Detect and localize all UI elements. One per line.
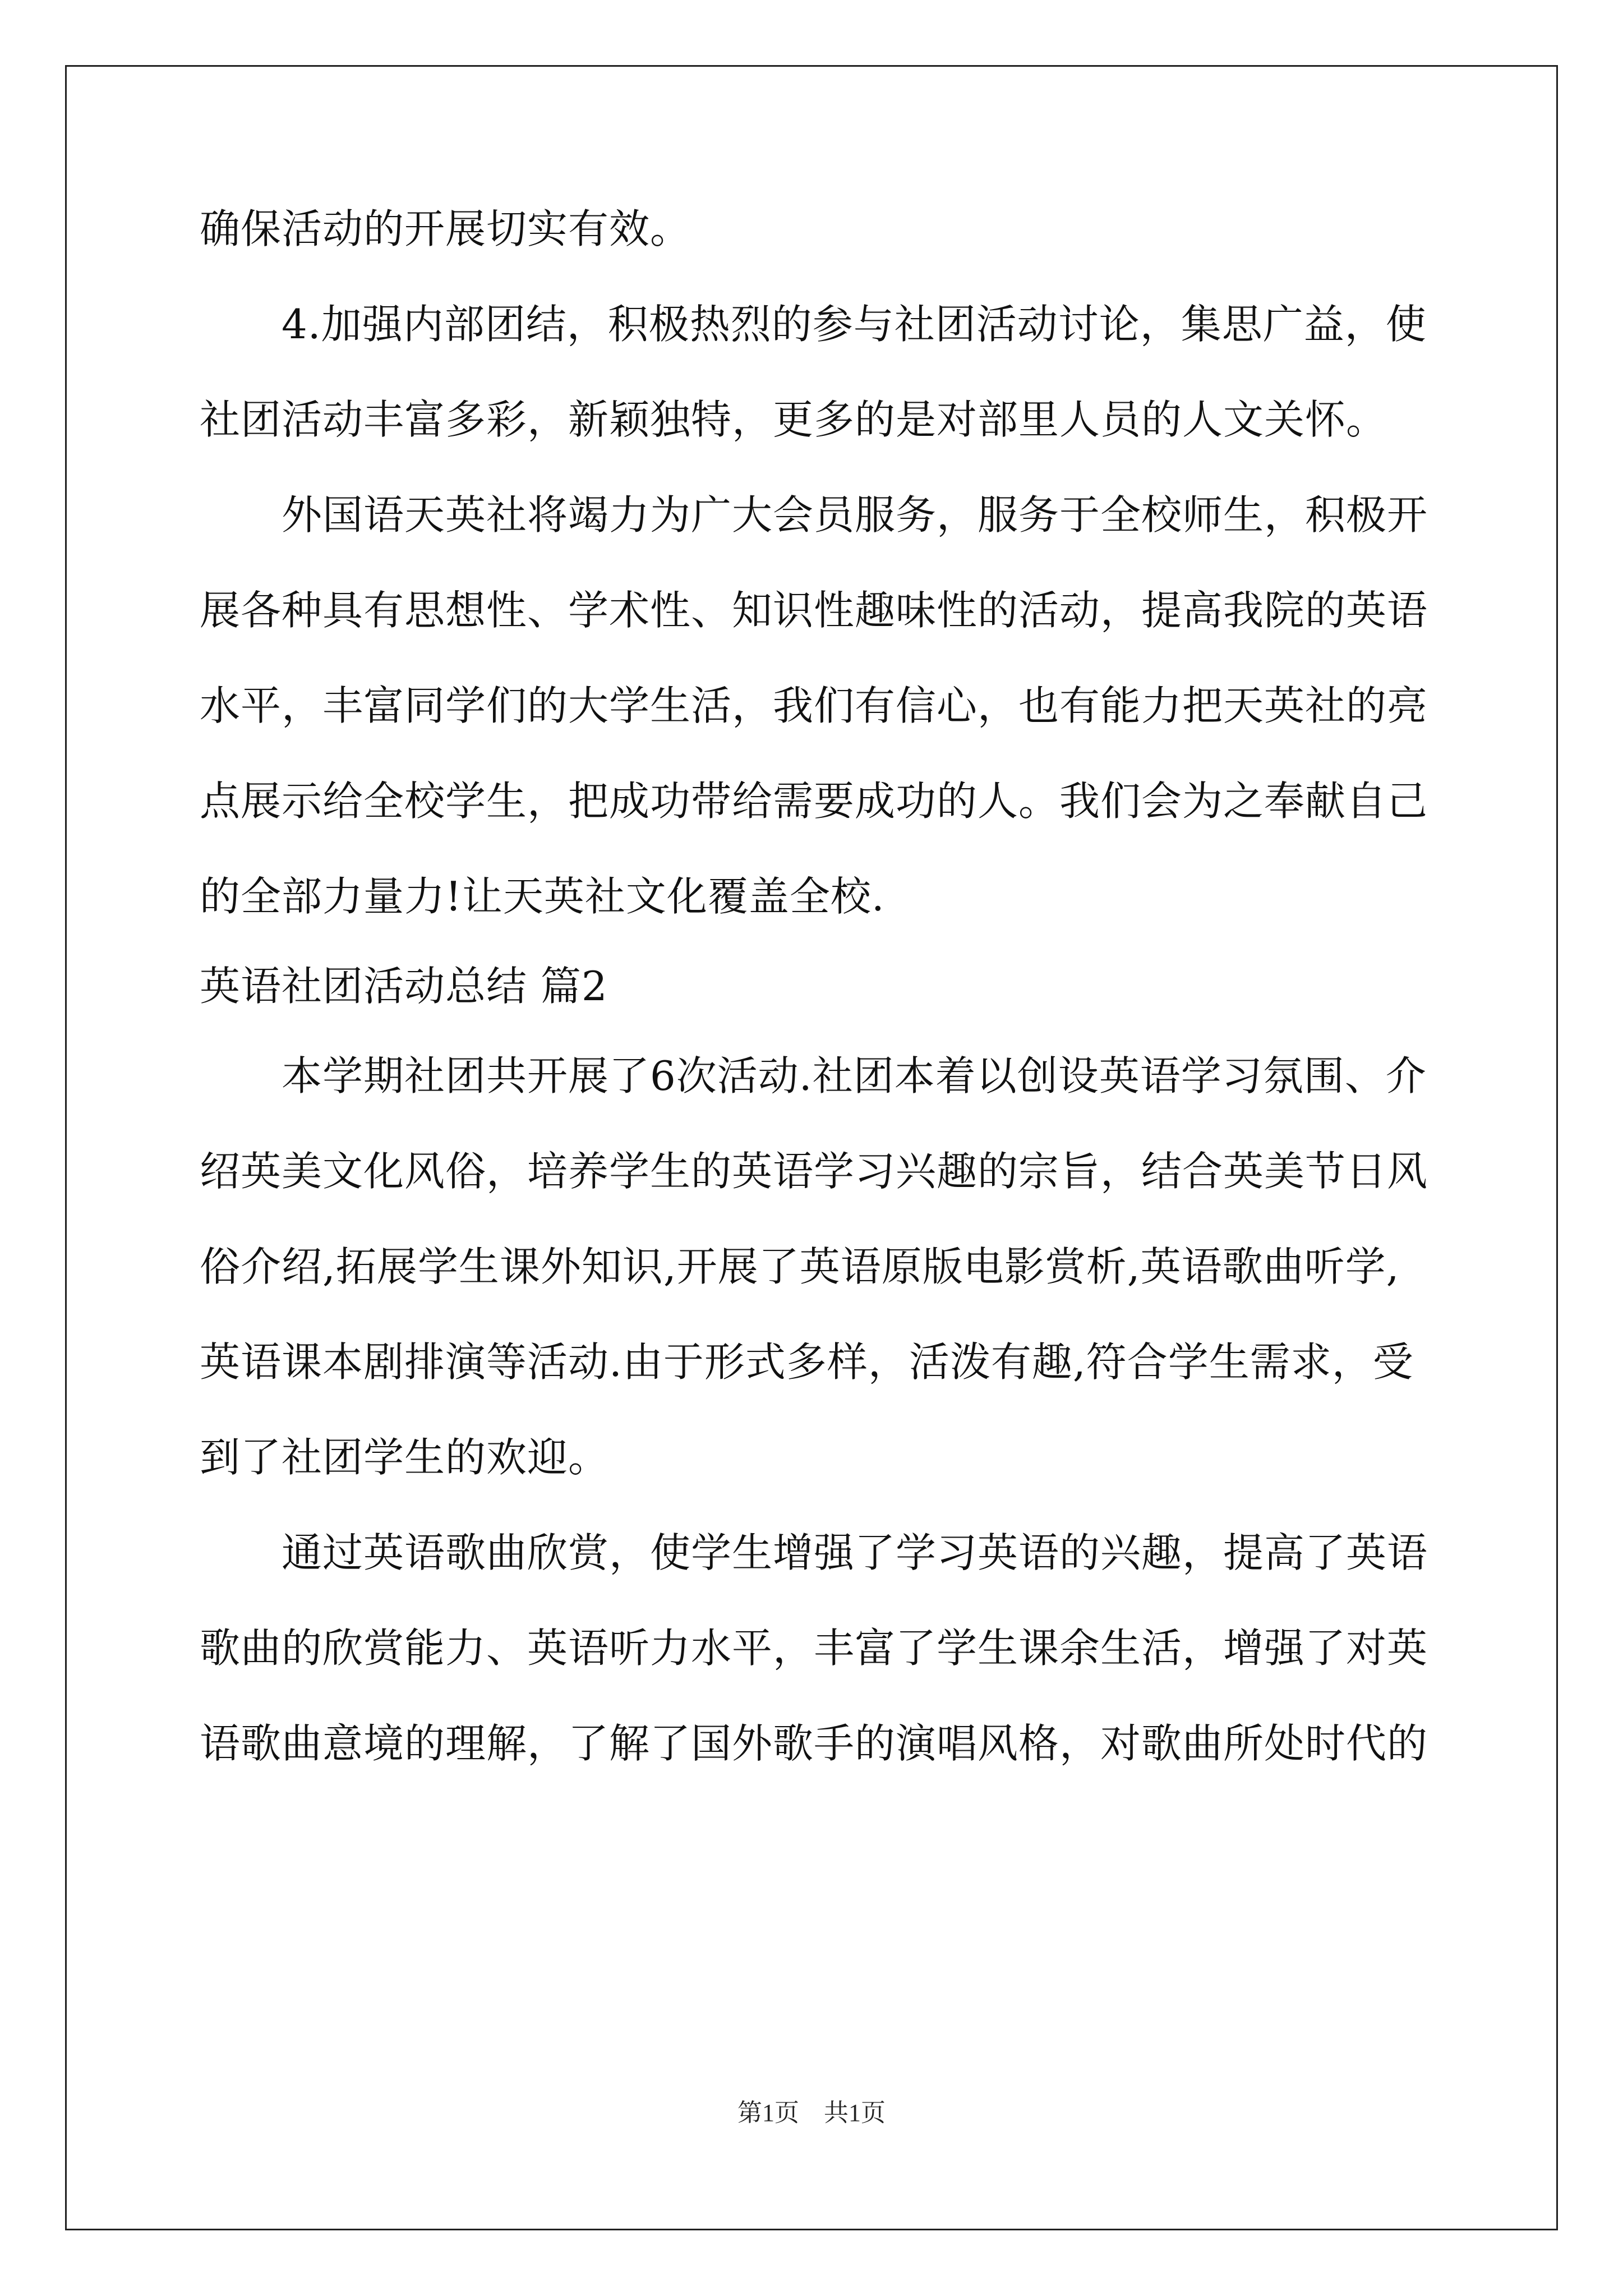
text-line: 绍英美文化风俗，培养学生的英语学习兴趣的宗旨，结合英美节日风: [200, 1148, 1428, 1195]
text-line: 语歌曲意境的理解，了解了国外歌手的演唱风格，对歌曲所处时代的: [200, 1720, 1428, 1767]
text-line: 确保活动的开展切实有效。: [200, 205, 691, 252]
text-line: 歌曲的欣赏能力、英语听力水平，丰富了学生课余生活，增强了对英: [200, 1625, 1428, 1672]
text-line: 社团活动丰富多彩，新颖独特，更多的是对部里人员的人文关怀。: [200, 396, 1387, 443]
text-line: 水平，丰富同学们的大学生活，我们有信心，也有能力把天英社的亮: [200, 682, 1428, 729]
text-line: 点展示给全校学生，把成功带给需要成功的人。我们会为之奉献自己: [200, 777, 1428, 825]
text-line: 通过英语歌曲欣赏，使学生增强了学习英语的兴趣，提高了英语: [282, 1529, 1428, 1576]
text-line: 的全部力量力!让天英社文化覆盖全校.: [200, 873, 885, 920]
text-line: 英语课本剧排演等活动.由于形式多样，活泼有趣,符合学生需求，受: [200, 1338, 1414, 1386]
text-line: 4.加强内部团结，积极热烈的参与社团活动讨论，集思广益，使: [282, 301, 1427, 348]
page-footer: 第1页 共1页: [737, 2099, 886, 2127]
text-line: 本学期社团共开展了6次活动.社团本着以创设英语学习氛围、介: [282, 1052, 1427, 1099]
text-line: 外国语天英社将竭力为广大会员服务，服务于全校师生，积极开: [282, 491, 1428, 539]
section-heading: 英语社团活动总结 篇2: [200, 963, 608, 1010]
text-line: 展各种具有思想性、学术性、知识性趣味性的活动，提高我院的英语: [200, 587, 1428, 634]
text-line: 到了社团学生的欢迎。: [200, 1434, 610, 1481]
text-line: 俗介绍,拓展学生课外知识,开展了英语原版电影赏析,英语歌曲听学,: [200, 1243, 1400, 1290]
